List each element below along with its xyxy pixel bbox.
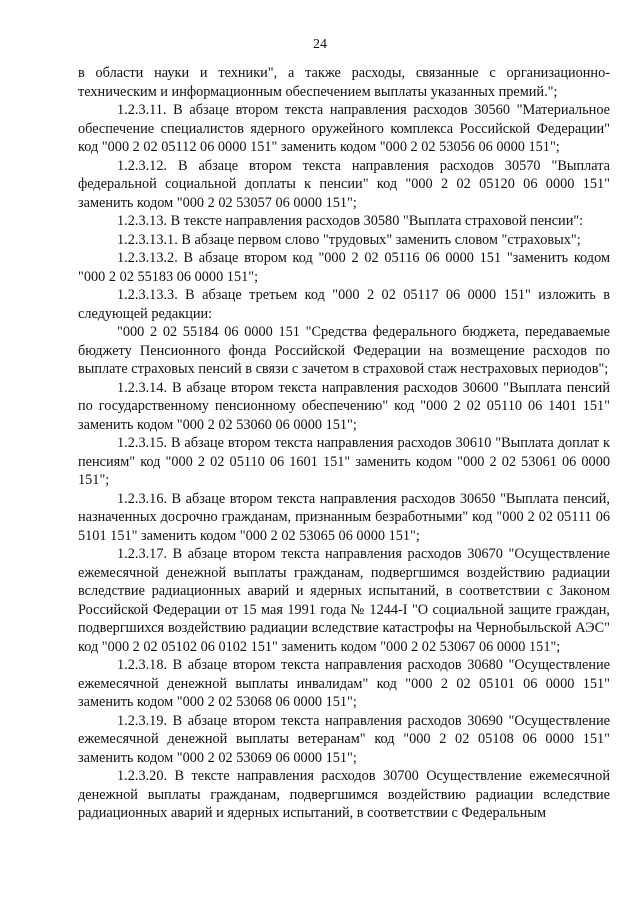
paragraph-new-wording: "000 2 02 55184 06 0000 151 "Средства федерального бюджета, передаваемые бюджету Пенсионного фонда Российской Федерации на возмещение расходов по выплате страховых пенсий в связи с зачетом в страховой стаж нестраховых периодов"; (78, 324, 610, 377)
paragraph-1-2-3-19: 1.2.3.19. В абзаце втором текста направления расходов 30690 "Осуществление ежемесячной денежной выплаты ветеранам" код "000 2 02 05108 06 0000 151" заменить кодом "000 2 02 53069 06 0000 151"; (78, 712, 610, 766)
paragraph-1-2-3-14: 1.2.3.14. В абзаце втором текста направления расходов 30600 "Выплата пенсий по государственному пенсионному обеспечению" код "000 2 02 05110 06 1401 151" заменить кодом "000 2 02 53060 06 0000 151"; (78, 379, 610, 433)
page-number: 24 (313, 37, 327, 52)
paragraph-1-2-3-15: 1.2.3.15. В абзаце втором текста направления расходов 30610 "Выплата доплат к пенсиям" код "000 2 02 05110 06 1601 151" заменить кодом "000 2 02 53061 06 0000 151"; (78, 435, 610, 488)
paragraph-1-2-3-16: 1.2.3.16. В абзаце втором текста направления расходов 30650 "Выплата пенсий, назначенных досрочно гражданам, признанным безработными" код "000 2 02 05111 06 5101 151" заменить кодом "000 2 02 53065 06 0000 151"; (78, 490, 610, 544)
paragraph-1-2-3-17: 1.2.3.17. В абзаце втором текста направления расходов 30670 "Осуществление ежемесячной денежной выплаты гражданам, подвергшимся воздействию радиации вследствие радиационных аварий и ядерных испытаний, в соответствии с Законом Российской Федерации от 15 мая 1991 года № 1244-I "О социальной защите граждан, подвергшихся воздействию радиации вследствие катастрофы на Чернобыльской АЭС" код "000 2 02 05102 06 0102 151" заменить кодом "000 2 02 53067 06 0000 151"; (78, 546, 610, 655)
document-body (78, 64, 610, 823)
paragraph-1-2-3-13-3: 1.2.3.13.3. В абзаце третьем код "000 2 02 05117 06 0000 151" изложить в следующей редакции: (78, 287, 610, 322)
paragraph-1-2-3-20: 1.2.3.20. В тексте направления расходов 30700 Осуществление ежемесячной денежной выплаты гражданам, подвергшимся воздействию радиации вследствие радиационных аварий и ядерных испытаний, в соответствии с Федеральным (78, 768, 610, 821)
paragraph-1-2-3-12: 1.2.3.12. В абзаце втором текста направления расходов 30570 "Выплата федеральной социальной доплаты к пенсии" код "000 2 02 05120 06 0000 151" заменить кодом "000 2 02 53057 06 0000 151"; (78, 157, 610, 211)
paragraph-1-2-3-13-1: 1.2.3.13.1. В абзаце первом слово "трудовых" заменить словом "страховых"; (117, 231, 581, 248)
paragraph-1-2-3-18: 1.2.3.18. В абзаце втором текста направления расходов 30680 "Осуществление ежемесячной денежной выплаты инвалидам" код "000 2 02 05101 06 0000 151" заменить кодом "000 2 02 53068 06 0000 151"; (78, 657, 610, 710)
paragraph-1-2-3-11: 1.2.3.11. В абзаце втором текста направления расходов 30560 "Материальное обеспечение специалистов ядерного оружейного комплекса Российской Федерации" код "000 2 02 05112 06 0000 151" заменить кодом "000 2 02 53056 06 0000 151"; (78, 102, 610, 155)
paragraph-continuation: в области науки и техники", а также расходы, связанные с организационно-техническим и информационным обеспечением выплаты указанных премий."; (78, 65, 610, 100)
paragraph-1-2-3-13-2: 1.2.3.13.2. В абзаце втором код "000 2 02 05116 06 0000 151 "заменить кодом "000 2 02 55183 06 0000 151"; (78, 250, 610, 285)
paragraph-1-2-3-13: 1.2.3.13. В тексте направления расходов 30580 "Выплата страховой пенсии": (117, 213, 584, 229)
